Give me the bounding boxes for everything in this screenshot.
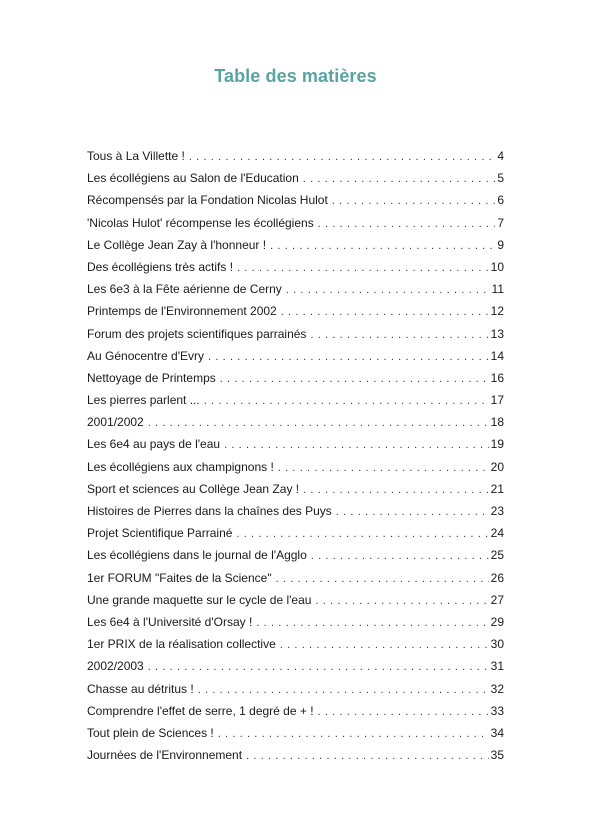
toc-entry[interactable] xyxy=(87,212,504,234)
toc-entry-label: Le Collège Jean Zay à l'honneur ! xyxy=(87,237,267,252)
toc-entry[interactable] xyxy=(87,700,504,722)
toc-entry-page-number: 31 xyxy=(490,659,504,674)
toc-entry-page-number: 29 xyxy=(490,614,504,629)
toc-entry-page-number: 5 xyxy=(497,171,504,186)
toc-leader-dots xyxy=(303,168,496,189)
toc-leader-dots xyxy=(189,146,495,167)
toc-entry-page-number: 26 xyxy=(490,570,504,585)
toc-entry[interactable] xyxy=(87,345,504,367)
toc-leader-dots xyxy=(237,257,489,278)
toc-entry-label: Les écollégiens au Salon de l'Education xyxy=(87,171,299,186)
toc-entry-page-number: 11 xyxy=(491,282,504,297)
toc-leader-dots xyxy=(311,545,489,566)
toc-leader-dots xyxy=(204,390,489,411)
toc-entry[interactable] xyxy=(87,234,504,256)
toc-entry-page-number: 32 xyxy=(490,681,504,696)
toc-entry-page-number: 25 xyxy=(490,548,504,563)
toc-entry-page-number: 16 xyxy=(490,370,504,385)
toc-leader-dots xyxy=(220,368,489,389)
toc-entry-label: Les 6e4 à l'Université d'Orsay ! xyxy=(87,614,253,629)
toc-leader-dots xyxy=(208,346,489,367)
toc-leader-dots xyxy=(276,568,489,589)
toc-entry[interactable] xyxy=(87,500,504,522)
toc-entry[interactable] xyxy=(87,567,504,589)
toc-entry[interactable] xyxy=(87,678,504,700)
toc-entry-label: Tout plein de Sciences ! xyxy=(87,725,214,740)
toc-entry-page-number: 34 xyxy=(490,725,504,740)
toc-entry-label: Nettoyage de Printemps xyxy=(87,370,216,385)
toc-entry-page-number: 30 xyxy=(490,637,504,652)
toc-leader-dots xyxy=(224,434,489,455)
toc-leader-dots xyxy=(278,457,489,478)
toc-entry-label: 2001/2002 xyxy=(87,415,144,430)
toc-entry-label: Projet Scientifique Parrainé xyxy=(87,526,233,541)
toc-entry[interactable] xyxy=(87,522,504,544)
toc-leader-dots xyxy=(318,701,489,722)
toc-entry-page-number: 9 xyxy=(497,237,504,252)
toc-entry[interactable] xyxy=(87,167,504,189)
toc-entry-page-number: 10 xyxy=(490,259,504,274)
toc-entry[interactable] xyxy=(87,433,504,455)
toc-entry-label: Sport et sciences au Collège Jean Zay ! xyxy=(87,481,300,496)
toc-entry-page-number: 21 xyxy=(490,481,504,496)
toc-leader-dots xyxy=(318,213,496,234)
toc-entry-label: Printemps de l'Environnement 2002 xyxy=(87,304,277,319)
toc-leader-dots xyxy=(148,656,489,677)
toc-entry-page-number: 35 xyxy=(490,748,504,763)
toc-entry-label: Les 6e3 à la Fête aérienne de Cerny xyxy=(87,282,282,297)
toc-entry-label: Au Génocentre d'Evry xyxy=(87,348,205,363)
toc-leader-dots xyxy=(198,679,489,700)
toc-leader-dots xyxy=(281,301,489,322)
toc-entry-page-number: 13 xyxy=(490,326,504,341)
toc-entry-label: 1er PRIX de la réalisation collective xyxy=(87,637,276,652)
toc-entry[interactable] xyxy=(87,722,504,744)
toc-entry[interactable] xyxy=(87,300,504,322)
toc-entry-page-number: 33 xyxy=(490,703,504,718)
toc-leader-dots xyxy=(280,634,489,655)
toc-leader-dots xyxy=(303,479,489,500)
toc-leader-dots xyxy=(315,590,488,611)
toc-leader-dots xyxy=(256,612,488,633)
toc-entry-label: Les 6e4 au pays de l'eau xyxy=(87,437,221,452)
toc-entry-label: 'Nicolas Hulot' récompense les écollégiens xyxy=(87,215,314,230)
toc-entry-label: Tous à La Villette ! xyxy=(87,149,185,163)
toc-entry-label: Journées de l'Environnement xyxy=(87,748,243,763)
toc-entry-page-number: 14 xyxy=(490,348,504,363)
toc-entry[interactable] xyxy=(87,611,504,633)
toc-entry-label: Les écollégiens dans le journal de l'Agglo xyxy=(87,548,307,563)
toc-entry-label: Des écollégiens très actifs ! xyxy=(87,259,234,274)
toc-entry-label: Histoires de Pierres dans la chaînes des Puys xyxy=(87,504,332,518)
toc-entry[interactable] xyxy=(87,589,504,611)
toc-entry[interactable] xyxy=(87,145,504,167)
toc-entry[interactable] xyxy=(87,278,504,300)
toc-entry[interactable] xyxy=(87,478,504,500)
toc-entry-label: 1er FORUM "Faites de la Science" xyxy=(87,570,272,585)
toc-entry-page-number: 6 xyxy=(497,193,504,208)
toc-leader-dots xyxy=(332,190,496,211)
toc-entry-page-number: 19 xyxy=(490,437,504,452)
toc-leader-dots xyxy=(310,324,488,345)
toc-entry[interactable] xyxy=(87,367,504,389)
toc-leader-dots xyxy=(286,279,490,300)
toc-entry-label: Récompensés par la Fondation Nicolas Hulot xyxy=(87,193,328,208)
toc-leader-dots xyxy=(148,412,489,433)
toc-entry[interactable] xyxy=(87,411,504,433)
toc-entry-label: 2002/2003 xyxy=(87,659,144,674)
toc-entry-page-number: 4 xyxy=(497,149,504,163)
toc-entry-page-number: 17 xyxy=(490,393,504,408)
toc-entry-label: Une grande maquette sur le cycle de l'eau xyxy=(87,592,312,607)
toc-entry[interactable] xyxy=(87,633,504,655)
toc-entry-label: Forum des projets scientifiques parrainés xyxy=(87,326,307,341)
toc-entry-label: Chasse au détritus ! xyxy=(87,681,194,696)
toc-entry-label: Comprendre l'effet de serre, 1 degré de + ! xyxy=(87,703,314,718)
toc-entry[interactable] xyxy=(87,655,504,677)
toc-entry-page-number: 27 xyxy=(490,592,504,607)
toc-entry[interactable] xyxy=(87,389,504,411)
toc-entry-page-number: 24 xyxy=(490,526,504,541)
toc-entry-page-number: 7 xyxy=(497,215,504,230)
page-title: Table des matières xyxy=(214,66,377,86)
toc-entry[interactable] xyxy=(87,323,504,345)
toc-entry[interactable] xyxy=(87,189,504,211)
toc-entry[interactable] xyxy=(87,744,504,766)
toc-leader-dots xyxy=(246,745,489,766)
toc-leader-dots xyxy=(218,723,489,744)
toc-entry-page-number: 20 xyxy=(490,459,504,474)
toc-entry[interactable] xyxy=(87,544,504,566)
table-of-contents xyxy=(87,145,504,766)
toc-entry-label: Les écollégiens aux champignons ! xyxy=(87,459,274,474)
toc-leader-dots xyxy=(236,523,488,544)
toc-entry-page-number: 12 xyxy=(490,304,504,319)
toc-entry-page-number: 18 xyxy=(490,415,504,430)
toc-leader-dots xyxy=(270,235,495,256)
toc-entry[interactable] xyxy=(87,456,504,478)
toc-leader-dots xyxy=(336,501,489,522)
toc-entry-page-number: 23 xyxy=(490,504,504,518)
toc-entry-label: Les pierres parlent ... xyxy=(87,393,200,408)
toc-entry[interactable] xyxy=(87,256,504,278)
